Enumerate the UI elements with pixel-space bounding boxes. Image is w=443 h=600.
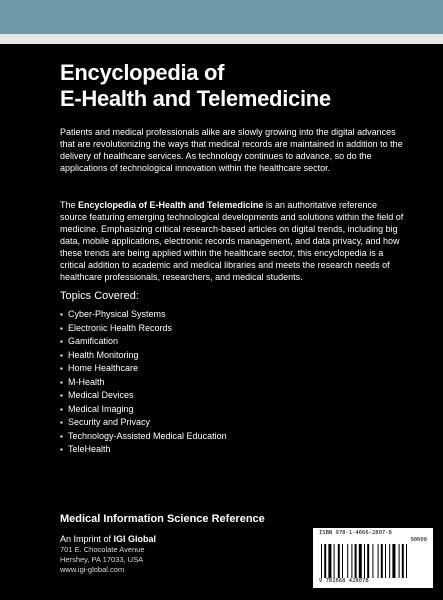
topic-item bbox=[60, 362, 227, 376]
barcode-box bbox=[313, 528, 433, 588]
topics-heading: Topics Covered: bbox=[60, 290, 139, 302]
topic-item bbox=[60, 430, 227, 444]
series-name: Medical Information Science Reference bbox=[60, 513, 265, 525]
bullet-icon: ▪ bbox=[60, 391, 63, 400]
topic-label: Electronic Health Records bbox=[68, 322, 173, 333]
barcode-digits: 9 781668 428078 bbox=[319, 578, 369, 584]
bullet-icon: ▪ bbox=[60, 377, 63, 387]
bullet-icon: ▪ bbox=[60, 418, 63, 427]
title-line-2: E-Health and Telemedicine bbox=[60, 86, 331, 111]
topic-item bbox=[60, 308, 227, 322]
topic-label: Home Healthcare bbox=[68, 363, 139, 373]
topic-item bbox=[60, 322, 227, 336]
bullet-icon: ▪ bbox=[60, 323, 63, 333]
topic-label: Medical Devices bbox=[68, 390, 134, 400]
topic-label: Cyber-Physical Systems bbox=[68, 309, 166, 319]
topic-item bbox=[60, 389, 227, 403]
bullet-icon: ▪ bbox=[60, 445, 63, 454]
topic-label: Health Monitoring bbox=[68, 349, 139, 360]
barcode-graphic bbox=[319, 544, 427, 578]
title-line-1: Encyclopedia of bbox=[60, 60, 225, 85]
bullet-icon: ▪ bbox=[60, 404, 63, 414]
imprint-name: IGI Global bbox=[113, 534, 157, 544]
bullet-icon: ▪ bbox=[60, 310, 63, 319]
topic-label: M-Health bbox=[68, 376, 105, 387]
paragraph-2-prefix: The bbox=[60, 200, 79, 210]
description-paragraph-1: Patients and medical professionals alike are slowly growing into the digital advances that are revolutionizing the ways that medical records are maintained in addition to the delivery of healthcare services. As technology continues to advance, so do the applications of technological innovation within the healthcare sector. bbox=[60, 127, 403, 173]
book-title bbox=[60, 60, 400, 112]
isbn-text: ISBN 978-1-4666-2807-8 bbox=[319, 530, 392, 536]
topic-label: Medical Imaging bbox=[68, 403, 134, 414]
topic-label: Security and Privacy bbox=[68, 417, 151, 427]
bullet-icon: ▪ bbox=[60, 364, 63, 373]
topic-item bbox=[60, 416, 227, 430]
topic-item bbox=[60, 376, 227, 390]
price-code: 90000 bbox=[410, 537, 427, 543]
publisher-footer bbox=[60, 512, 310, 575]
top-white-stripe bbox=[0, 34, 443, 44]
topic-label: Gamification bbox=[68, 336, 119, 346]
topic-item bbox=[60, 443, 227, 457]
top-color-band bbox=[0, 0, 443, 34]
topic-item bbox=[60, 403, 227, 417]
address-line-2: Hershey, PA 17033, USA bbox=[60, 555, 144, 564]
bullet-icon: ▪ bbox=[60, 350, 63, 360]
topic-label: TeleHealth bbox=[68, 444, 111, 454]
imprint-prefix: An Imprint of bbox=[60, 534, 114, 544]
website-link: www.igi-global.com bbox=[60, 565, 125, 574]
topics-list bbox=[60, 308, 227, 457]
address-line-1: 701 E. Chocolate Avenue bbox=[60, 545, 145, 554]
description-paragraph-2 bbox=[60, 199, 405, 283]
topic-label: Technology-Assisted Medical Education bbox=[68, 430, 227, 441]
paragraph-2-suffix: is an authoritative reference source featuring emerging technological developments and solutions within the field of medicine. Emphasizing critical research-based articles on digital trends, including big data, mobile applications, electronic records management, and data privacy, and how these trends are being applied within the healthcare sector, this encyclopedia is a critical addition to academic and medical libraries and meets the research needs of healthcare professionals, researchers, and medical students. bbox=[60, 200, 404, 282]
topic-item bbox=[60, 349, 227, 363]
bullet-icon: ▪ bbox=[60, 431, 63, 441]
bullet-icon: ▪ bbox=[60, 337, 63, 346]
topic-item bbox=[60, 335, 227, 349]
imprint-line bbox=[60, 534, 310, 545]
paragraph-2-bold-title: Encyclopedia of E-Health and Telemedicine bbox=[78, 200, 264, 210]
